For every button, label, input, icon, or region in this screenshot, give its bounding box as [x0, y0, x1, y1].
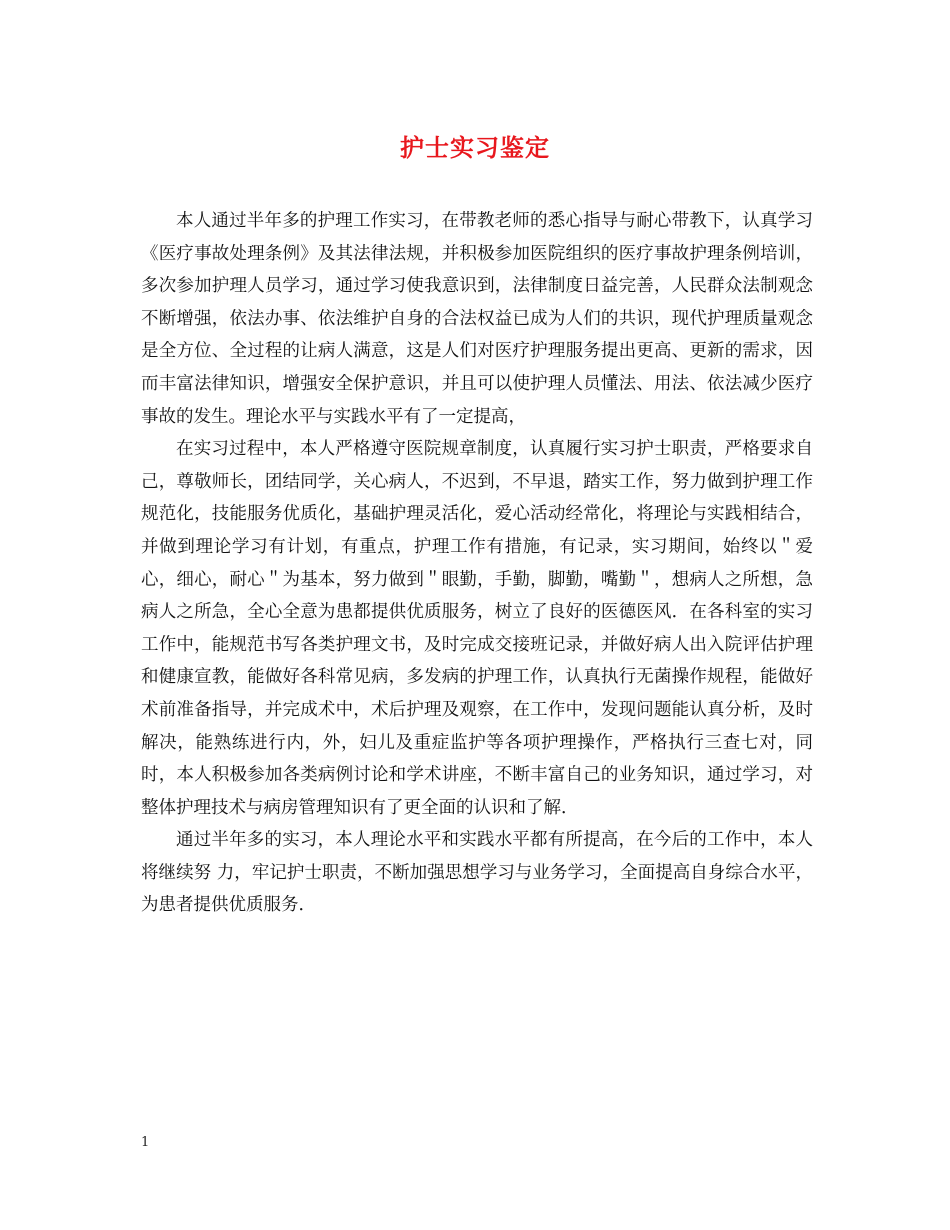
document-title: 护士实习鉴定 — [400, 133, 550, 162]
document-body — [141, 205, 813, 922]
paragraph-3: 通过半年多的实习，本人理论水平和实践水平都有所提高，在今后的工作中，本人将继续努 力，牢记护士职责，不断加强思想学习与业务学习，全面提高自身综合水平，为患者提供优质服务． — [141, 830, 813, 916]
paragraph-2: 在实习过程中，本人严格遵守医院规章制度，认真履行实习护士职责，严格要求自己，尊敬师长，团结同学，关心病人，不迟到，不早退，踏实工作，努力做到护理工作规范化，技能服务优质化，基础护理灵活化，爱心活动经常化，将理论与实践相结合，并做到理论学习有计划，有重点，护理工作有措施，有记录，实习期间，始终以＂爱心，细心，耐心＂为基本，努力做到＂眼勤，手勤，脚勤，嘴勤＂，想病人之所想，急病人之所急，全心全意为患都提供优质服务，树立了良好的医德医风．在各科室的实习工作中，能规范书写各类护理文书，及时完成交接班记录，并做好病人出入院评估护理和健康宣教，能做好各科常见病，多发病的护理工作，认真执行无菌操作规程，能做好术前准备指导，并完成术中，术后护理及观察，在工作中，发现问题能认真分析，及时解决，能熟练进行内，外，妇儿及重症监护等各项护理操作，严格执行三查七对，同时，本人积极参加各类病例讨论和学术讲座，不断丰富自己的业务知识，通过学习，对整体护理技术与病房管理知识有了更全面的认识和了解． — [141, 439, 813, 818]
page-number: 1 — [141, 1135, 150, 1150]
paragraph-1: 本人通过半年多的护理工作实习，在带教老师的悉心指导与耐心带教下，认真学习《医疗事故处理条例》及其法律法规，并积极参加医院组织的医疗事故护理条例培训，多次参加护理人员学习，通过学习使我意识到，法律制度日益完善，人民群众法制观念不断增强，依法办事、依法维护自身的合法权益已成为人们的共识，现代护理质量观念是全方位、全过程的让病人满意，这是人们对医疗护理服务提出更高、更新的需求，因而丰富法律知识，增强安全保护意识，并且可以使护理人员懂法、用法、依法减少医疗事故的发生。理论水平与实践水平有了一定提高， — [141, 211, 813, 427]
